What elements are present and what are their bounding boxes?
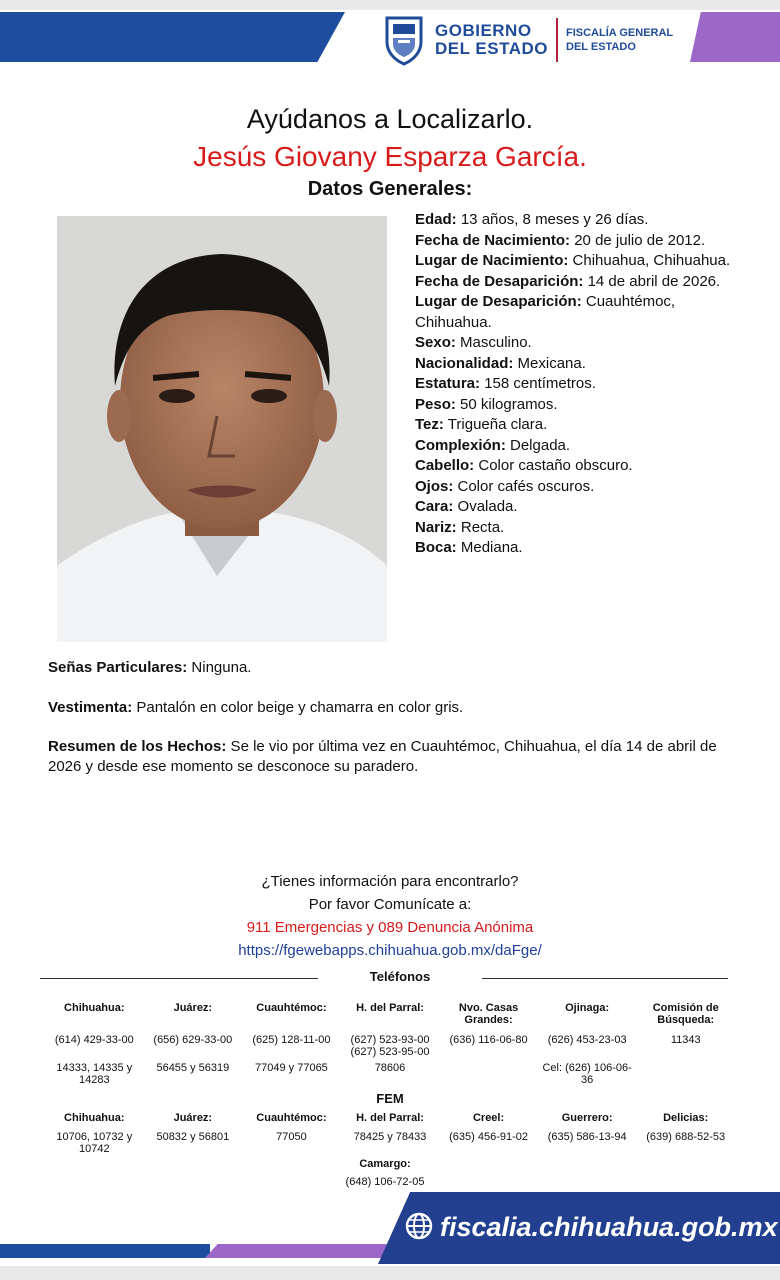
detail-row xyxy=(415,292,735,333)
table-cell: 14333, 14335 y 14283 xyxy=(56,1062,133,1086)
detail-label: Estatura: xyxy=(415,375,481,392)
fem-header-row xyxy=(45,1112,735,1124)
detail-label: Cabello: xyxy=(415,457,475,474)
detail-label: Fecha de Nacimiento: xyxy=(415,231,571,249)
detail-label: Complexión: xyxy=(415,436,506,454)
table-header-cell: Guerrero: xyxy=(561,1112,613,1124)
detail-label: Edad: xyxy=(415,211,457,228)
missing-person-name: Jesús Giovany Esparza García. xyxy=(193,141,587,172)
table-cell: (614) 429-33-00 xyxy=(54,1034,134,1046)
detail-value: Color cafés oscuros. xyxy=(453,477,595,495)
fem-row-1 xyxy=(45,1131,735,1155)
telefonos-rule-left xyxy=(40,978,318,979)
detail-label: Nacionalidad: xyxy=(415,354,514,372)
table-header-cell: H. del Parral: xyxy=(356,1002,424,1014)
gobierno-wordmark: GOBIERNO DEL ESTADO xyxy=(435,21,548,58)
detail-row xyxy=(415,497,735,518)
detail-label: Nariz: xyxy=(415,518,457,536)
table-cell: 78606 xyxy=(374,1062,406,1074)
senas-particulares: Señas Particulares: Ninguna. xyxy=(48,659,252,676)
detail-value: Trigueña clara. xyxy=(443,416,548,433)
detail-value: Chihuahua, Chihuahua. xyxy=(568,252,731,269)
contact-block xyxy=(0,870,780,962)
telefonos-row-1 xyxy=(45,1034,735,1058)
detail-row xyxy=(415,538,735,559)
top-gray-strip xyxy=(0,0,780,10)
table-cell: 77050 xyxy=(276,1131,307,1143)
table-header-cell: H. del Parral: xyxy=(356,1112,424,1124)
table-cell: (627) 523-93-00 (627) 523-95-00 xyxy=(350,1034,430,1058)
detail-label: Peso: xyxy=(415,395,456,413)
detail-label: Fecha de Desaparición: xyxy=(415,272,584,290)
footer-blue-band xyxy=(0,1244,210,1258)
table-cell: (635) 586-13-94 xyxy=(547,1131,627,1143)
telefonos-rule-right xyxy=(482,978,728,979)
detail-value: 14 de abril de 2026. xyxy=(583,272,721,290)
table-header-cell: Cuauhtémoc: xyxy=(256,1002,327,1014)
detail-row xyxy=(415,477,735,498)
detail-row xyxy=(415,251,735,272)
resumen-de-los-hechos: Resumen de los Hechos: Se le vio por última vez en Cuauhtémoc, Chihuahua, el día 14 de abril de 2026 y desde ese momento se desconoce su paradero. xyxy=(48,738,717,775)
detail-value: Cuauhtémoc, Chihuahua. xyxy=(415,293,676,331)
table-header-cell: Juárez: xyxy=(173,1002,213,1014)
table-cell: 56455 y 56319 xyxy=(156,1062,230,1074)
table-cell: (636) 116-06-80 xyxy=(449,1034,528,1046)
detail-value: Ovalada. xyxy=(453,498,518,515)
emergency-numbers: 911 Emergencias y 089 Denuncia Anónima xyxy=(246,919,534,936)
header-purple-band xyxy=(690,12,780,62)
table-cell: Cel: (626) 106-06-36 xyxy=(542,1062,632,1086)
table-cell: 11343 xyxy=(670,1034,701,1046)
camargo-label: Camargo: xyxy=(359,1158,411,1170)
vestimenta: Vestimenta: Pantalón en color beige y chamarra en color gris. xyxy=(48,699,464,716)
page-title: Ayúdanos a Localizarlo. xyxy=(246,104,534,134)
detail-label: Lugar de Desaparición: xyxy=(415,293,582,310)
table-cell: (639) 688-52-53 xyxy=(646,1131,726,1143)
fem-title: FEM xyxy=(376,1091,404,1106)
table-header-cell: Chihuahua: xyxy=(64,1002,125,1014)
table-cell: 77049 y 77065 xyxy=(255,1062,328,1074)
table-cell: 10706, 10732 y 10742 xyxy=(56,1131,133,1155)
detail-value: 20 de julio de 2012. xyxy=(570,231,706,249)
table-header-cell: Chihuahua: xyxy=(64,1112,125,1124)
detail-label: Tez: xyxy=(415,416,444,433)
telefonos-header-row xyxy=(45,1002,735,1026)
contact-please: Por favor Comunícate a: xyxy=(308,896,472,913)
detail-row xyxy=(415,333,735,354)
report-url-link[interactable]: https://fgewebapps.chihuahua.gob.mx/daFge/ xyxy=(238,942,542,959)
detail-row xyxy=(415,374,735,395)
detail-row xyxy=(415,436,735,457)
detail-row xyxy=(415,210,735,231)
detail-row xyxy=(415,231,735,252)
table-header-cell: Ojinaga: xyxy=(565,1002,610,1014)
detail-row xyxy=(415,395,735,416)
detail-value: Delgada. xyxy=(505,436,571,454)
shield-icon xyxy=(383,14,425,66)
table-cell xyxy=(439,1062,538,1086)
bottom-gray-strip xyxy=(0,1266,780,1280)
camargo-phone: (648) 106-72-05 xyxy=(345,1176,425,1188)
table-header-cell: Cuauhtémoc: xyxy=(256,1112,327,1124)
detail-value: 50 kilogramos. xyxy=(455,395,558,413)
table-cell: (625) 128-11-00 xyxy=(252,1034,331,1046)
detail-row xyxy=(415,354,735,375)
fiscalia-wordmark: FISCALÍA GENERAL DEL ESTADO xyxy=(566,27,674,53)
detail-label: Lugar de Nacimiento: xyxy=(415,252,569,269)
detail-label: Ojos: xyxy=(415,477,454,495)
detail-value: Mexicana. xyxy=(513,354,586,372)
general-data-list xyxy=(415,210,735,559)
table-cell xyxy=(636,1062,735,1086)
telefonos-title: Teléfonos xyxy=(369,969,431,984)
detail-value: Masculino. xyxy=(455,334,532,351)
logo-divider xyxy=(556,18,558,62)
table-cell: 78425 y 78433 xyxy=(353,1131,427,1143)
section-heading: Datos Generales: xyxy=(307,178,473,200)
government-logo xyxy=(383,14,673,66)
table-header-cell: Nvo. Casas Grandes: xyxy=(458,1002,519,1026)
detail-value: Color castaño obscuro. xyxy=(474,457,633,474)
table-cell: (635) 456-91-02 xyxy=(449,1131,528,1143)
header-blue-band xyxy=(0,12,345,62)
detail-row xyxy=(415,456,735,477)
detail-value: 158 centímetros. xyxy=(480,375,596,392)
table-header-cell: Delicias: xyxy=(663,1112,709,1124)
detail-value: Recta. xyxy=(456,518,505,536)
globe-icon xyxy=(404,1211,434,1241)
detail-value: 13 años, 8 meses y 26 días. xyxy=(456,211,649,228)
detail-row xyxy=(415,272,735,293)
detail-label: Boca: xyxy=(415,539,457,556)
table-cell: 50832 y 56801 xyxy=(156,1131,230,1143)
detail-value: Mediana. xyxy=(456,539,523,556)
contact-question: ¿Tienes información para encontrarlo? xyxy=(261,873,519,890)
footer-website-link[interactable]: fiscalia.chihuahua.gob.mx xyxy=(440,1212,778,1242)
person-photo xyxy=(57,216,387,642)
table-header-cell: Creel: xyxy=(472,1112,505,1124)
table-header-cell: Juárez: xyxy=(173,1112,213,1124)
table-cell: (656) 629-33-00 xyxy=(153,1034,233,1046)
detail-label: Sexo: xyxy=(415,334,456,351)
table-cell: (626) 453-23-03 xyxy=(547,1034,627,1046)
telefonos-row-2 xyxy=(45,1062,735,1086)
detail-row xyxy=(415,518,735,539)
detail-row xyxy=(415,415,735,436)
table-header-cell: Comisión de Búsqueda: xyxy=(652,1002,719,1026)
detail-label: Cara: xyxy=(415,498,454,515)
